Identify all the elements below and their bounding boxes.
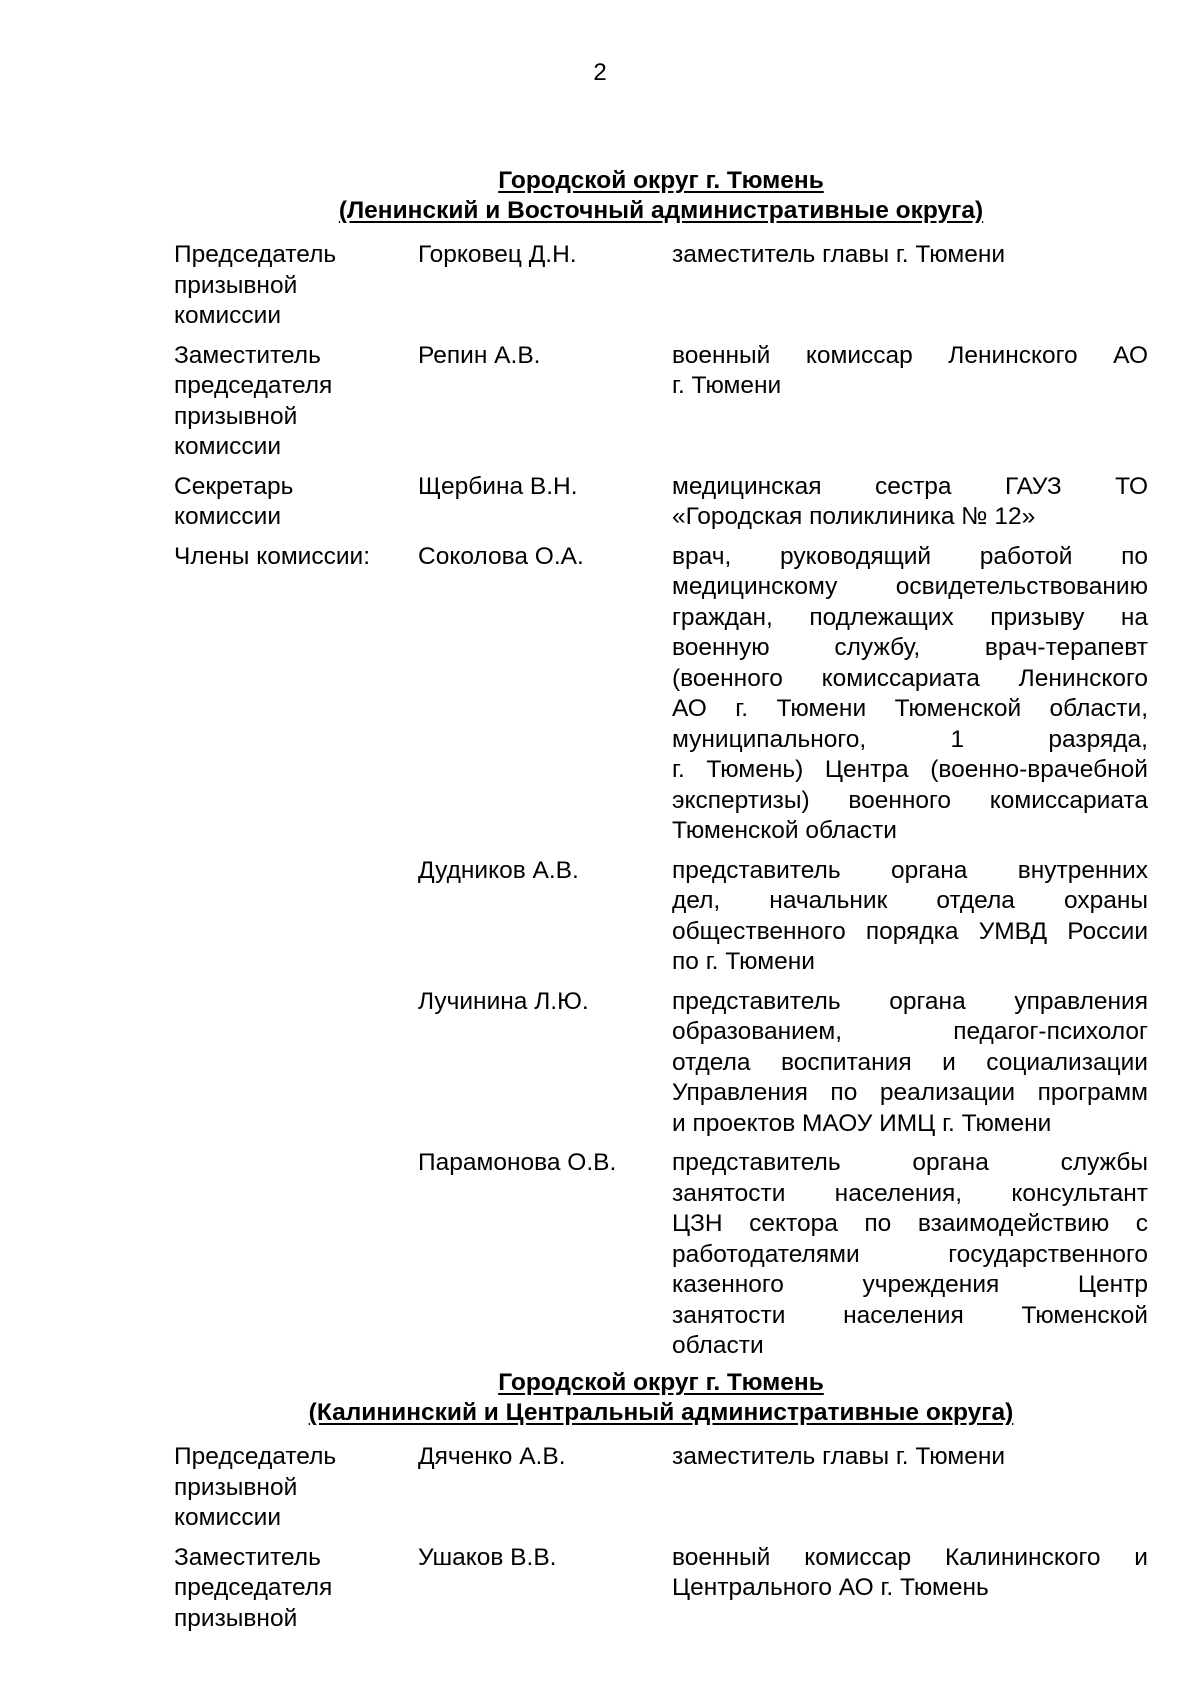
member-position-line: заместитель главы г. Тюмени <box>672 241 1006 268</box>
member-position <box>672 1442 1148 1534</box>
member-position-line: военную службу, врач-терапевт <box>672 634 1148 661</box>
member-role-line: призывной <box>174 1604 298 1632</box>
member-position-line: АО г. Тюмени Тюменской области, <box>672 695 1148 722</box>
member-role <box>174 987 418 1140</box>
member-position-line: области <box>672 1332 764 1359</box>
member-role-line: Члены комиссии: <box>174 542 371 570</box>
member-position-line: образованием, педагог-психолог <box>672 1018 1148 1045</box>
commission-member-row <box>174 542 1148 847</box>
member-role-line: Секретарь <box>174 472 294 500</box>
member-position-line: дел, начальник отдела охраны <box>672 887 1148 914</box>
member-name: Лучинина Л.Ю. <box>418 987 589 1015</box>
section-title-line-1: Городской округ г. Тюмень <box>498 1369 824 1396</box>
member-role-line: комиссии <box>174 433 282 460</box>
member-position-line: общественного порядка УМВД России <box>672 917 1148 945</box>
member-role-line: призывной <box>174 1473 298 1501</box>
member-position-line: ЦЗН сектора по взаимодействию с <box>672 1210 1148 1237</box>
section-title-line-2: (Ленинский и Восточный административные округа) <box>338 197 984 224</box>
commission-members-list <box>174 1442 1148 1634</box>
commission-member-row <box>174 1543 1148 1635</box>
commission-member-row <box>174 240 1148 332</box>
member-position-line: муниципального, 1 разряда, <box>672 725 1148 753</box>
member-name: Ушаков В.В. <box>418 1543 557 1571</box>
member-position <box>672 856 1148 978</box>
member-position-line: представитель органа управления <box>672 987 1148 1015</box>
member-position-line: Тюменской области <box>672 817 897 844</box>
member-position <box>672 472 1148 533</box>
member-role <box>174 341 418 463</box>
member-position-line: занятости населения Тюменской <box>672 1301 1148 1329</box>
section-title-line-2: (Калининский и Центральный административные округа) <box>308 1399 1014 1426</box>
member-position-line: заместитель главы г. Тюмени <box>672 1443 1006 1470</box>
member-position-line: г. Тюмень) Центра (военно-врачебной <box>672 756 1148 783</box>
member-role-line: председателя <box>174 1574 333 1601</box>
member-position-line: Центрального АО г. Тюмень <box>672 1574 989 1601</box>
section-kalininsky-centralny <box>174 1368 1148 1643</box>
section-leninsky-vostochny <box>174 166 1148 1371</box>
member-position-line: врач, руководящий работой по <box>672 542 1148 570</box>
member-role-line: комиссии <box>174 302 282 329</box>
member-position-line: казенного учреждения Центр <box>672 1271 1148 1298</box>
member-position-line: «Городская поликлиника № 12» <box>672 503 1036 530</box>
section-title <box>174 1368 1148 1428</box>
member-position-line: военный комиссар Калининского и <box>672 1543 1148 1571</box>
member-position-line: (военного комиссариата Ленинского <box>672 664 1148 692</box>
member-position <box>672 1148 1148 1362</box>
member-position-line: граждан, подлежащих призыву на <box>672 603 1148 631</box>
member-role-line: председателя <box>174 372 333 399</box>
member-role <box>174 472 418 533</box>
member-position-line: военный комиссар Ленинского АО <box>672 341 1148 369</box>
section-title <box>174 166 1148 226</box>
member-position <box>672 987 1148 1140</box>
member-position-line: представитель органа службы <box>672 1149 1148 1176</box>
member-role <box>174 240 418 332</box>
commission-member-row <box>174 472 1148 533</box>
member-position-line: работодателями государственного <box>672 1240 1148 1268</box>
member-role-line: комиссии <box>174 503 282 530</box>
member-position <box>672 1543 1148 1635</box>
member-role <box>174 856 418 978</box>
member-role <box>174 1442 418 1534</box>
member-position-line: медицинскому освидетельствованию <box>672 573 1148 600</box>
member-position <box>672 542 1148 847</box>
section-title-line-1: Городской округ г. Тюмень <box>498 167 824 194</box>
member-position-line: и проектов МАОУ ИМЦ г. Тюмени <box>672 1109 1052 1137</box>
member-position-line: Управления по реализации программ <box>672 1079 1148 1106</box>
member-name: Соколова О.А. <box>418 542 584 570</box>
commission-member-row <box>174 1148 1148 1362</box>
member-role <box>174 1543 418 1635</box>
member-name: Щербина В.Н. <box>418 472 578 500</box>
commission-member-row <box>174 1442 1148 1534</box>
member-role-line: Председатель <box>174 1443 337 1470</box>
member-position-line: экспертизы) военного комиссариата <box>672 786 1148 814</box>
member-name: Дудников А.В. <box>418 856 579 884</box>
member-role <box>174 542 418 847</box>
commission-member-row <box>174 341 1148 463</box>
commission-member-row <box>174 987 1148 1140</box>
member-position-line: представитель органа внутренних <box>672 856 1148 884</box>
member-name: Дяченко А.В. <box>418 1443 566 1470</box>
member-position <box>672 240 1148 332</box>
member-role <box>174 1148 418 1362</box>
member-role-line: Заместитель <box>174 1543 321 1571</box>
member-name: Репин А.В. <box>418 341 541 369</box>
member-position-line: г. Тюмени <box>672 372 782 399</box>
member-position-line: занятости населения, консультант <box>672 1179 1148 1207</box>
member-position-line: медицинская сестра ГАУЗ ТО <box>672 472 1148 500</box>
member-role-line: призывной <box>174 402 298 430</box>
member-position <box>672 341 1148 463</box>
member-role-line: призывной <box>174 271 298 299</box>
member-role-line: Заместитель <box>174 341 321 369</box>
member-role-line: комиссии <box>174 1504 282 1531</box>
commission-members-list <box>174 240 1148 1362</box>
commission-member-row <box>174 856 1148 978</box>
page-number: 2 <box>593 59 607 86</box>
member-name: Парамонова О.В. <box>418 1149 617 1176</box>
member-position-line: по г. Тюмени <box>672 948 815 975</box>
member-role-line: Председатель <box>174 241 337 268</box>
member-position-line: отдела воспитания и социализации <box>672 1048 1148 1076</box>
member-name: Горковец Д.Н. <box>418 241 577 268</box>
